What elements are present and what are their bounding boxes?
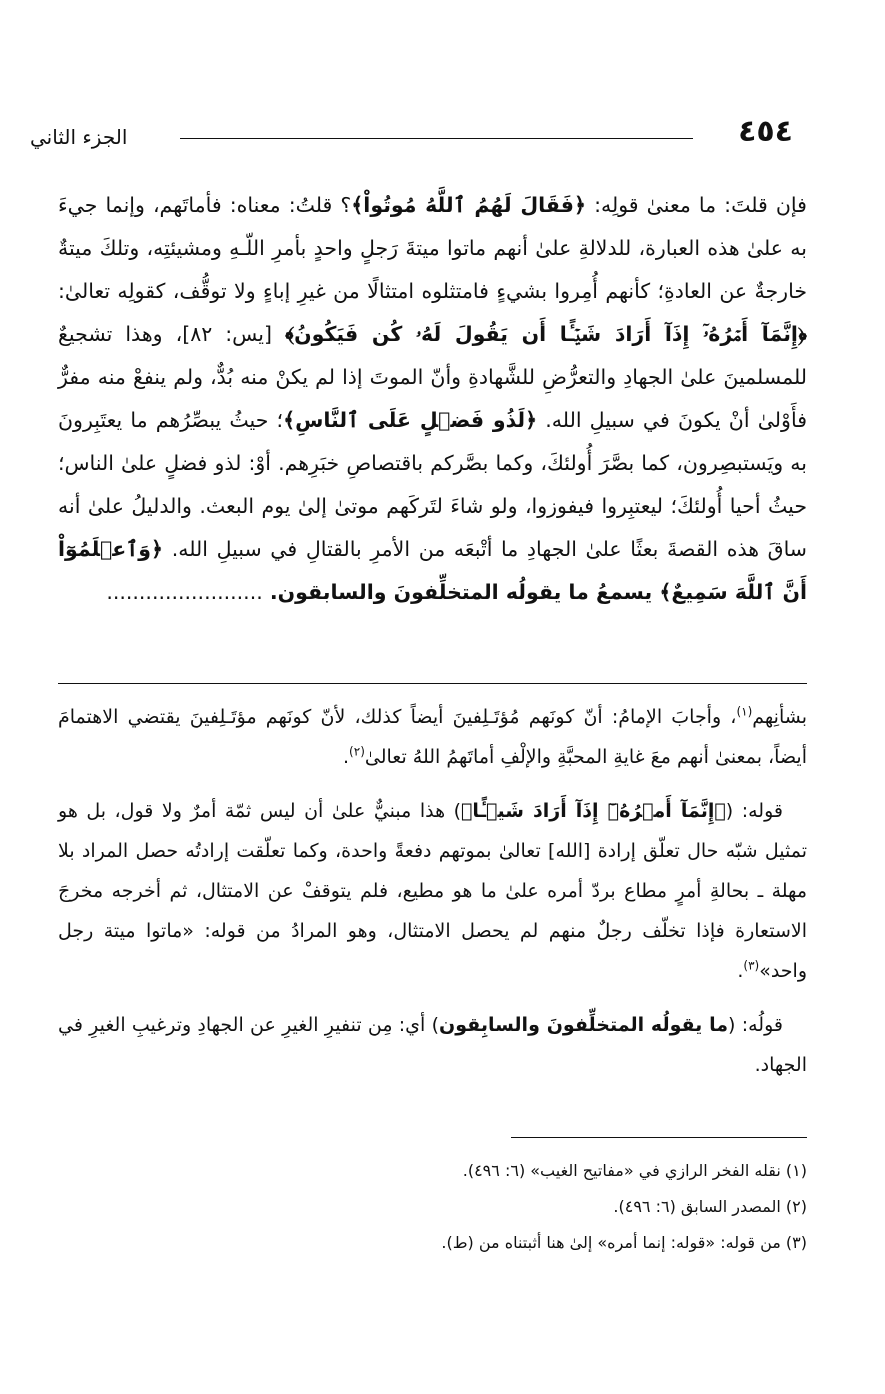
page-header: [30, 112, 793, 162]
page-number: ٤٥٤: [738, 114, 793, 149]
footnotes: [58, 1153, 807, 1261]
dot-leaders: ........................: [106, 580, 263, 604]
main-text: [58, 184, 807, 614]
text-run: .: [737, 960, 744, 982]
header-rule: [180, 138, 693, 139]
text-run: ؟ قلتُ: معناه: فأماتَهم، وإنما جيءَ به علىٰ هذه العبارة، للدلالةِ علىٰ أنهم ماتوا ميتةَ رَجلٍ واحدٍ بأمرِ اللّـهِ ومشيئتِه، وتلكَ ميتةٌ خارجةٌ عن العادةِ؛ كأنهم أُمِروا بشيءٍ فامتثلوه امتثالًا من غيرِ إباءٍ ولا توقُّف، كقولِه تعالىٰ:: [58, 193, 807, 303]
footnote-2: (٢) المصدر السابق (٦: ٤٩٦).: [613, 1197, 807, 1216]
quran-quote: ﴿وَٱعۡلَمُوٓاْ أَنَّ ٱللَّهَ سَمِيعٌ﴾: [58, 537, 807, 604]
bold-phrase: ما يقولُه المتخلِّفونَ والسابِقون: [439, 1014, 729, 1036]
text-run: ؛ حيثُ يبصِّرُهم ما يعتَبِرونَ به ويَستبصِرون، كما بصَّرَ أُولئكَ، وكما بصَّركم باقتصاصِ خبَرِهم. أوْ: لذو فضلٍ علىٰ الناس؛ حيثُ أحيا أُولئكَ؛ ليعتبِروا فيفوزوا، ولو شاءَ لتَركَهم موتىٰ إلىٰ يوم البعث. والدليلُ علىٰ أنه ساقَ هذه القصةَ بعثًا علىٰ الجهادِ ما أتْبعَه من الأمرِ بالقتالِ في سبيلِ الله.: [58, 408, 807, 561]
quran-quote: ﴿إِنَّمَآ أَمۡرُهُۥٓ إِذَآ أَرَادَ شَيۡـًٔا﴾: [461, 800, 726, 822]
text-run: فإن قلتَ: ما معنىٰ قولِه:: [586, 193, 807, 217]
quran-quote: ﴿إِنَّمَآ أَمۡرُهُۥٓ إِذَآ أَرَادَ شَيۡـًٔا أَن يَقُولَ لَهُۥ كُن فَيَكُونُ﴾: [285, 322, 808, 346]
footnote-ref: (٣): [743, 958, 760, 973]
text-run: .: [343, 746, 350, 768]
commentary-paragraph-2: [58, 791, 807, 991]
footnote-rule: [511, 1137, 807, 1138]
main-paragraph: [58, 184, 807, 614]
quran-quote: ﴿لَذُو فَضۡلٍ عَلَى ٱلنَّاسِ﴾: [283, 408, 538, 432]
footnote-3: (٣) من قوله: «قوله: إنما أمره» إلىٰ هنا أثبتناه من (ط).: [441, 1233, 807, 1252]
text-run: قوله: (: [725, 800, 783, 822]
commentary-paragraph-3: [58, 1005, 807, 1085]
commentary-paragraph-1: [58, 697, 807, 777]
bold-phrase: يسمعُ ما يقولُه المتخلِّفونَ والسابقون.: [262, 580, 660, 604]
footnote-ref: (٢): [349, 744, 365, 759]
commentary: [58, 697, 807, 1099]
footnote-ref: (١): [736, 704, 753, 719]
text-run: ) هذا مبنيٌّ علىٰ أن ليس ثمّة أمرٌ ولا قول، بل هو تمثيل شبّه حال تعلّق إرادة [الله] تعالىٰ بموتهم دفعةً واحدة، وكما تعلّقت إرادتُه حصل المراد بلا مهلة ـ بحالةِ أمرٍ مطاع بردّ أمره علىٰ ما هو مطيع، فلم يتوقفْ عن الامتثال، ثم أخرجه مخرجَ الاستعارة فإذا تخلّف رجلٌ منهم لم يحصل الامتثال، وهو المرادُ من قوله: «ماتوا ميتة رجل واحد»: [58, 800, 807, 982]
text-run: ، وأجابَ الإمامُ: أنّ كونَهم مُؤتَـلِفينَ أيضاً كذلك، لأنّ كونَهم مؤتَـلِفينَ يقتضي الاهتمامَ أيضاً، بمعنىٰ أنهم معَ غايةِ المحبَّةِ والإلْفِ أماتَهمُ اللهُ تعالىٰ: [58, 706, 807, 768]
running-title: الجزء الثاني: [30, 125, 128, 149]
section-divider: [58, 683, 807, 684]
text-run: بشأنِهم: [752, 706, 807, 728]
text-run: [يس: ٨٢]، وهذا تشجيعٌ للمسلمينَ علىٰ الجهادِ والتعرُّضِ للشَّهادةِ وأنّ الموتَ إذا لم يكنْ منه بُدٌّ، ولم ينفعْ منه مفرٌّ فأَوْلىٰ أنْ يكونَ في سبيلِ الله.: [58, 322, 807, 432]
text-run: ) أي: مِن تنفيرِ الغيرِ عن الجهادِ وترغيبِ الغيرِ في الجهاد.: [58, 1014, 807, 1076]
quran-quote: ﴿فَقَالَ لَهُمُ ٱللَّهُ مُوتُواْ﴾: [351, 193, 586, 217]
footnote-1: (١) نقله الفخر الرازي في «مفاتيح الغيب» (٦: ٤٩٦).: [462, 1161, 807, 1180]
text-run: قولُه: (: [728, 1014, 783, 1036]
